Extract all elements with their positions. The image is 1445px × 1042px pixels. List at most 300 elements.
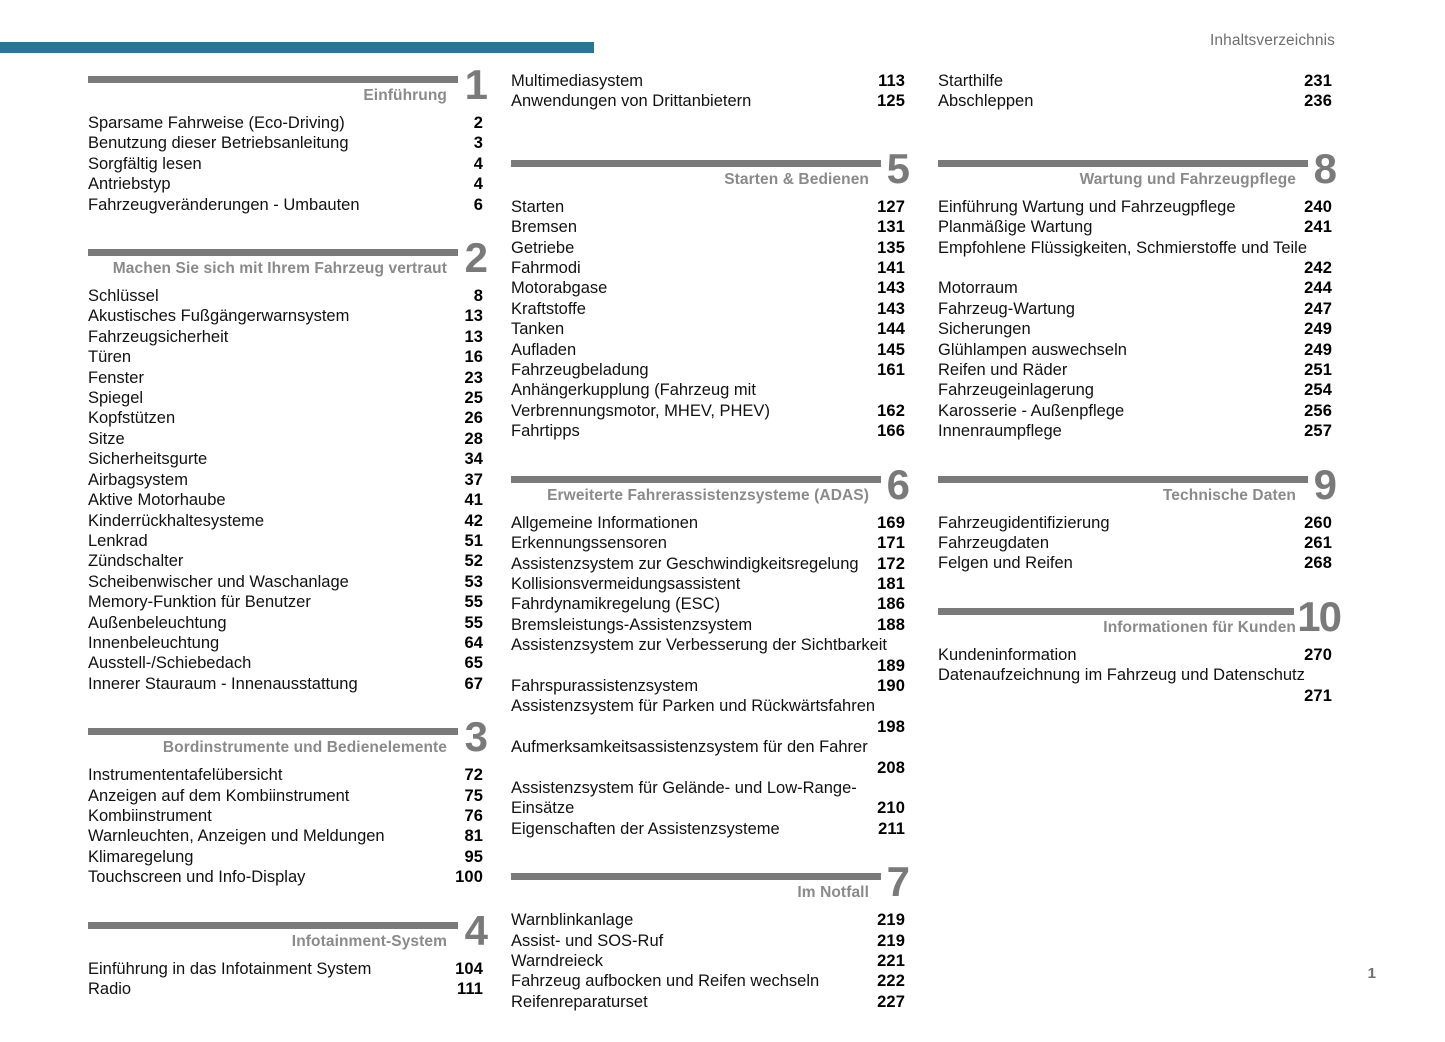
chapter-title: Erweiterte Fahrerassistenzsysteme (ADAS) [547, 486, 869, 504]
toc-entry-page-number: 141 [877, 259, 905, 278]
toc-entry-label: Innerer Stauraum - Innenausstattung [88, 674, 358, 693]
toc-entry-page-number: 249 [1304, 320, 1332, 339]
toc-entry[interactable] [88, 490, 483, 510]
chapter-rule [88, 728, 458, 735]
toc-entry[interactable] [88, 826, 483, 846]
toc-entry-label: Motorraum [938, 279, 1018, 298]
chapter-rule [511, 873, 881, 880]
toc-entry-page-number: 55 [464, 613, 483, 632]
chapter-number: 10 [1297, 592, 1340, 640]
toc-entry-label: Einführung in das Infotainment System [88, 959, 372, 978]
toc-entry[interactable] [88, 113, 483, 133]
toc-entry[interactable] [88, 286, 483, 306]
toc-entry-label: Kollisionsvermeidungsassistent [511, 574, 741, 593]
toc-entry[interactable] [511, 676, 905, 696]
toc-entry-label: Türen [88, 348, 132, 367]
toc-entry[interactable] [511, 737, 905, 778]
toc-entry[interactable] [511, 513, 905, 533]
toc-entry-label: Reifen und Räder [938, 361, 1068, 380]
toc-entry-page-number: 100 [455, 868, 483, 887]
toc-entry-label: Karosserie - Außenpflege [938, 401, 1125, 420]
chapter-entry-list [938, 197, 1332, 442]
toc-entry-label: Sparsame Fahrweise (Eco-Driving) [88, 114, 345, 132]
toc-entry[interactable] [938, 360, 1332, 380]
toc-entry[interactable] [938, 533, 1332, 553]
toc-column-3 [938, 72, 1340, 736]
toc-entry-label: Spiegel [88, 389, 144, 408]
chapter-rule [88, 922, 458, 929]
toc-entry-page-number: 144 [877, 320, 905, 339]
chapter-entry-list [511, 513, 905, 839]
toc-entry-label: Erkennungssensoren [511, 534, 667, 553]
toc-entry[interactable] [511, 615, 905, 635]
toc-entry-label: Akustisches Fußgängerwarnsystem [88, 307, 350, 326]
toc-entry-label: Bremsleistungs-Assistenzsystem [511, 615, 753, 634]
toc-entry-page-number: 219 [877, 931, 905, 950]
toc-entry[interactable] [938, 299, 1332, 319]
toc-entry[interactable] [88, 429, 483, 449]
toc-column-2 [511, 72, 909, 1042]
toc-entry-page-number: 76 [464, 806, 483, 825]
toc-entry-page-number: 210 [877, 799, 905, 818]
toc-entry[interactable] [511, 421, 905, 441]
toc-entry[interactable] [511, 819, 905, 839]
toc-entry-label: Scheibenwischer und Waschanlage [88, 572, 349, 591]
chapter-block [938, 71, 1332, 112]
toc-entry[interactable] [938, 238, 1332, 279]
toc-entry[interactable] [511, 696, 905, 737]
chapter-entry-list [88, 765, 483, 887]
toc-entry-page-number: 2 [473, 114, 483, 132]
toc-entry-label: Fahrzeugidentifizierung [938, 513, 1110, 532]
chapter-header [511, 144, 909, 198]
toc-entry[interactable] [511, 594, 905, 614]
toc-entry-page-number: 166 [877, 422, 905, 441]
toc-entry-page-number: 65 [464, 654, 483, 673]
toc-entry[interactable] [938, 421, 1332, 441]
toc-entry[interactable] [511, 360, 905, 380]
toc-entry-page-number: 271 [1304, 686, 1332, 705]
toc-entry-label: Fahrtipps [511, 422, 580, 441]
toc-entry[interactable] [938, 513, 1332, 533]
toc-entry-page-number: 189 [877, 656, 905, 675]
toc-entry[interactable] [88, 347, 483, 367]
toc-entry[interactable] [511, 778, 905, 819]
toc-entry[interactable] [88, 786, 483, 806]
toc-entry-page-number: 67 [464, 674, 483, 693]
toc-entry-label: Aufladen [511, 340, 577, 359]
toc-entry[interactable] [511, 319, 905, 339]
toc-entry-label: Fahrzeugveränderungen - Umbauten [88, 195, 360, 214]
toc-entry[interactable] [88, 572, 483, 592]
toc-entry[interactable] [511, 931, 905, 951]
toc-entry[interactable] [511, 992, 905, 1012]
toc-entry[interactable] [88, 327, 483, 347]
chapter-number: 5 [886, 144, 909, 192]
toc-entry[interactable] [88, 195, 483, 215]
toc-entry-label: Sicherheitsgurte [88, 450, 208, 469]
toc-entry-page-number: 75 [464, 786, 483, 805]
toc-entry-page-number: 169 [877, 513, 905, 532]
chapter-entry-list [88, 286, 483, 694]
toc-entry-page-number: 172 [877, 554, 905, 573]
chapter-number: 7 [886, 858, 909, 906]
toc-entry-label: Fahrzeugbeladung [511, 361, 649, 380]
toc-entry-page-number: 186 [877, 595, 905, 614]
chapter-block [938, 592, 1340, 706]
toc-entry-page-number: 241 [1304, 218, 1332, 237]
toc-entry[interactable] [938, 401, 1332, 421]
toc-entry[interactable] [938, 340, 1332, 360]
toc-entry-page-number: 242 [1304, 259, 1332, 278]
chapter-block [88, 234, 487, 694]
toc-entry[interactable] [938, 553, 1332, 573]
toc-entry-label: Fahrzeug-Wartung [938, 299, 1075, 318]
toc-entry[interactable] [938, 71, 1332, 91]
toc-entry-label: Airbagsystem [88, 470, 188, 489]
toc-entry[interactable] [88, 674, 483, 694]
toc-entry-label: Fahrspurassistenzsystem [511, 676, 699, 695]
toc-entry-page-number: 37 [464, 470, 483, 489]
toc-entry-page-number: 254 [1304, 381, 1332, 400]
toc-entry-label: Starthilfe [938, 72, 1004, 90]
chapter-number: 6 [886, 460, 909, 508]
toc-entry-label: Instrumententafelübersicht [88, 766, 283, 785]
toc-entry[interactable] [938, 645, 1332, 665]
toc-entry-page-number: 222 [877, 972, 905, 991]
toc-entry[interactable] [938, 665, 1332, 706]
toc-entry[interactable] [88, 551, 483, 571]
chapter-block [88, 61, 487, 215]
chapter-entry-list [511, 71, 905, 112]
chapter-rule [938, 160, 1308, 167]
toc-entry[interactable] [88, 306, 483, 326]
toc-entry-page-number: 131 [877, 218, 905, 237]
toc-entry-page-number: 181 [877, 574, 905, 593]
chapter-header [88, 906, 487, 960]
toc-entry-page-number: 64 [464, 633, 483, 652]
chapter-number: 3 [464, 713, 487, 761]
toc-column-1 [88, 61, 487, 1029]
chapter-entry-list [938, 71, 1332, 112]
toc-entry-label: Glühlampen auswechseln [938, 340, 1127, 359]
toc-entry-page-number: 42 [464, 511, 483, 530]
toc-entry[interactable] [511, 951, 905, 971]
toc-entry-page-number: 143 [877, 279, 905, 298]
toc-entry-label: Kopfstützen [88, 409, 176, 428]
chapter-rule [938, 608, 1294, 615]
toc-entry-page-number: 51 [464, 531, 483, 550]
toc-entry-page-number: 162 [877, 401, 905, 420]
toc-entry-page-number: 244 [1304, 279, 1332, 298]
toc-entry-page-number: 25 [464, 389, 483, 408]
chapter-title: Starten & Bedienen [724, 170, 869, 188]
toc-entry-label: Bremsen [511, 218, 578, 237]
toc-entry[interactable] [88, 449, 483, 469]
toc-entry-label: Sorgfältig lesen [88, 154, 202, 173]
toc-entry-page-number: 113 [878, 72, 905, 90]
toc-entry[interactable] [88, 806, 483, 826]
toc-entry-page-number: 13 [464, 307, 483, 326]
chapter-entry-list [511, 910, 905, 1012]
toc-entry[interactable] [511, 340, 905, 360]
toc-entry[interactable] [88, 470, 483, 490]
toc-entry[interactable] [938, 319, 1332, 339]
toc-entry-label: Kombiinstrument [88, 806, 212, 825]
toc-entry[interactable] [511, 217, 905, 237]
toc-entry-page-number: 211 [878, 819, 905, 838]
toc-entry[interactable] [511, 258, 905, 278]
chapter-number: 8 [1313, 144, 1336, 192]
toc-entry-label: Eigenschaften der Assistenzsysteme [511, 819, 780, 838]
toc-entry-label: Innenraumpflege [938, 422, 1062, 441]
toc-entry-label: Radio [88, 980, 132, 998]
toc-entry[interactable] [88, 368, 483, 388]
chapter-header [511, 858, 909, 911]
toc-entry-label: Felgen und Reifen [938, 554, 1073, 573]
toc-entry-label: Warnleuchten, Anzeigen und Meldungen [88, 827, 385, 846]
toc-entry-label: Memory-Funktion für Benutzer [88, 593, 311, 612]
toc-entry-page-number: 143 [877, 299, 905, 318]
toc-entry[interactable] [88, 174, 483, 194]
toc-entry[interactable] [511, 278, 905, 298]
toc-entry-page-number: 145 [877, 340, 905, 359]
page-header-title: Inhaltsverzeichnis [1210, 32, 1335, 49]
chapter-title: Infotainment-System [291, 932, 447, 950]
toc-entry-page-number: 52 [464, 552, 483, 571]
toc-entry-label: Kraftstoffe [511, 299, 586, 318]
toc-entry[interactable] [88, 959, 483, 979]
toc-entry-label: Ausstell-/Schiebedach [88, 654, 252, 673]
toc-entry-label: Schlüssel [88, 287, 159, 306]
toc-entry-page-number: 257 [1304, 422, 1332, 441]
chapter-rule [88, 249, 458, 256]
chapter-title: Technische Daten [1162, 486, 1296, 504]
toc-entry-label: Anhängerkupplung (Fahrzeug mit Verbrennungsmotor, MHEV, PHEV) [511, 381, 770, 420]
toc-entry[interactable] [511, 299, 905, 319]
toc-entry-label: Getriebe [511, 238, 575, 257]
toc-entry[interactable] [938, 380, 1332, 400]
chapter-title: Einführung [363, 87, 447, 104]
toc-entry-label: Fahrzeugeinlagerung [938, 381, 1094, 400]
header-accent-band [0, 42, 594, 53]
toc-entry[interactable] [88, 867, 483, 887]
chapter-entry-list [511, 197, 905, 442]
toc-entry-label: Allgemeine Informationen [511, 513, 699, 532]
toc-entry-label: Multimediasystem [511, 72, 644, 90]
toc-entry-page-number: 41 [464, 491, 483, 510]
toc-entry-label: Planmäßige Wartung [938, 218, 1093, 237]
chapter-block [88, 713, 487, 887]
toc-entry[interactable] [511, 238, 905, 258]
toc-entry-page-number: 125 [877, 92, 905, 111]
toc-entry-label: Assistenzsystem für Parken und Rückwärtsfahren [511, 697, 876, 716]
toc-entry[interactable] [88, 511, 483, 531]
chapter-number: 1 [464, 61, 487, 108]
toc-entry-label: Zündschalter [88, 552, 184, 571]
chapter-title: Im Notfall [797, 884, 869, 902]
toc-entry-page-number: 249 [1304, 340, 1332, 359]
toc-entry[interactable] [511, 971, 905, 991]
toc-entry[interactable] [88, 847, 483, 867]
toc-entry-page-number: 16 [464, 348, 483, 367]
toc-entry-label: Assistenzsystem zur Geschwindigkeitsregelung [511, 554, 859, 573]
chapter-title: Wartung und Fahrzeugpflege [1079, 170, 1296, 188]
toc-entry[interactable] [938, 217, 1332, 237]
toc-entry-page-number: 104 [455, 959, 483, 978]
toc-entry-label: Datenaufzeichnung im Fahrzeug und Datenschutz [938, 666, 1305, 685]
chapter-header [88, 713, 487, 766]
toc-entry-page-number: 95 [464, 847, 483, 866]
chapter-header [938, 592, 1340, 646]
toc-entry[interactable] [938, 197, 1332, 217]
toc-entry-page-number: 13 [464, 327, 483, 346]
chapter-rule [938, 476, 1308, 483]
chapter-block [938, 144, 1336, 442]
toc-entry-label: Außenbeleuchtung [88, 613, 227, 632]
toc-entry[interactable] [88, 613, 483, 633]
toc-entry-label: Warndreieck [511, 951, 603, 970]
toc-entry-page-number: 247 [1304, 299, 1332, 318]
toc-entry[interactable] [511, 71, 905, 91]
toc-entry-label: Sitze [88, 429, 125, 448]
chapter-header [88, 61, 487, 114]
toc-entry-label: Motorabgase [511, 279, 608, 298]
toc-entry[interactable] [88, 979, 483, 999]
toc-entry-page-number: 261 [1304, 534, 1332, 553]
toc-entry-label: Touchscreen und Info-Display [88, 868, 306, 887]
toc-entry-label: Einführung Wartung und Fahrzeugpflege [938, 197, 1236, 216]
toc-entry[interactable] [511, 533, 905, 553]
chapter-block [938, 460, 1336, 574]
toc-entry-label: Aufmerksamkeitsassistenzsystem für den Fahrer [511, 738, 868, 757]
toc-entry[interactable] [938, 278, 1332, 298]
chapter-title: Machen Sie sich mit Ihrem Fahrzeug vertraut [112, 260, 447, 278]
toc-entry-page-number: 231 [1304, 72, 1332, 90]
toc-entry-page-number: 34 [464, 450, 483, 469]
toc-entry-label: Fahrzeugdaten [938, 534, 1049, 553]
chapter-entry-list [88, 113, 483, 215]
toc-entry-page-number: 72 [464, 766, 483, 785]
toc-entry-page-number: 260 [1304, 513, 1332, 532]
chapter-block [88, 906, 487, 1000]
toc-entry-label: Aktive Motorhaube [88, 491, 226, 510]
toc-entry-label: Benutzung dieser Betriebsanleitung [88, 134, 349, 153]
toc-entry-page-number: 188 [877, 615, 905, 634]
toc-entry-page-number: 4 [473, 154, 483, 173]
toc-entry[interactable] [88, 653, 483, 673]
toc-entry-page-number: 256 [1304, 401, 1332, 420]
page-number-folio: 1 [1367, 965, 1376, 982]
toc-entry-label: Klimaregelung [88, 847, 194, 866]
toc-entry[interactable] [88, 133, 483, 153]
toc-entry-label: Innenbeleuchtung [88, 633, 220, 652]
toc-entry-page-number: 208 [877, 758, 905, 777]
toc-entry-page-number: 227 [877, 992, 905, 1011]
toc-entry-label: Anzeigen auf dem Kombiinstrument [88, 786, 350, 805]
toc-entry[interactable] [88, 154, 483, 174]
toc-entry-label: Starten [511, 197, 565, 216]
toc-entry-label: Fenster [88, 368, 144, 387]
chapter-header [511, 460, 909, 514]
toc-entry-page-number: 53 [464, 572, 483, 591]
toc-entry-label: Lenkrad [88, 531, 148, 550]
toc-entry[interactable] [511, 197, 905, 217]
toc-entry-page-number: 3 [473, 134, 483, 153]
toc-entry-label: Fahrdynamikregelung (ESC) [511, 595, 721, 614]
toc-entry-label: Assist- und SOS-Ruf [511, 931, 664, 950]
toc-entry[interactable] [88, 531, 483, 551]
toc-entry[interactable] [88, 765, 483, 785]
toc-entry-label: Abschleppen [938, 92, 1034, 111]
toc-entry-label: Fahrzeugsicherheit [88, 327, 229, 346]
toc-entry-page-number: 221 [877, 951, 905, 970]
toc-entry-page-number: 55 [464, 593, 483, 612]
toc-entry-page-number: 236 [1304, 92, 1332, 111]
chapter-block [511, 460, 909, 839]
chapter-title: Bordinstrumente und Bedienelemente [162, 739, 447, 757]
chapter-number: 2 [464, 234, 487, 282]
toc-entry-page-number: 81 [464, 827, 483, 846]
toc-entry-page-number: 161 [877, 361, 905, 380]
toc-entry-page-number: 198 [877, 717, 905, 736]
chapter-entry-list [938, 645, 1332, 706]
toc-entry-page-number: 171 [877, 534, 905, 553]
toc-entry[interactable] [511, 380, 905, 421]
toc-entry-page-number: 268 [1304, 554, 1332, 573]
toc-entry-label: Empfohlene Flüssigkeiten, Schmierstoffe und Teile [938, 238, 1308, 257]
chapter-number: 9 [1313, 460, 1336, 508]
toc-entry-page-number: 270 [1304, 645, 1332, 664]
chapter-block [511, 144, 909, 442]
toc-entry[interactable] [88, 592, 483, 612]
chapter-header [938, 144, 1336, 198]
toc-entry-label: Sicherungen [938, 320, 1031, 339]
toc-entry-page-number: 26 [464, 409, 483, 428]
toc-entry-label: Kundeninformation [938, 645, 1077, 664]
chapter-title: Informationen für Kunden [1103, 618, 1296, 636]
toc-entry-label: Tanken [511, 320, 565, 339]
toc-entry[interactable] [511, 574, 905, 594]
toc-entry-label: Kinderrückhaltesysteme [88, 511, 265, 530]
chapter-block [511, 858, 909, 1012]
toc-entry[interactable] [511, 554, 905, 574]
toc-entry-page-number: 6 [473, 195, 483, 214]
toc-entry[interactable] [511, 635, 905, 676]
toc-entry[interactable] [938, 91, 1332, 111]
toc-entry-page-number: 8 [473, 287, 483, 306]
toc-entry-page-number: 111 [456, 980, 483, 998]
toc-entry-label: Reifenreparaturset [511, 992, 648, 1011]
chapter-block [511, 71, 905, 112]
chapter-rule [511, 476, 881, 483]
toc-entry[interactable] [511, 910, 905, 930]
toc-entry[interactable] [88, 408, 483, 428]
toc-entry[interactable] [511, 91, 905, 111]
toc-entry-label: Assistenzsystem zur Verbesserung der Sichtbarkeit [511, 636, 887, 655]
chapter-rule [88, 76, 458, 83]
toc-entry-label: Anwendungen von Drittanbietern [511, 92, 752, 111]
toc-entry-page-number: 240 [1304, 197, 1332, 216]
toc-entry-label: Antriebstyp [88, 175, 171, 194]
toc-entry-page-number: 251 [1304, 361, 1332, 380]
toc-entry-label: Warnblinkanlage [511, 911, 634, 930]
toc-entry[interactable] [88, 388, 483, 408]
toc-entry[interactable] [88, 633, 483, 653]
toc-entry-page-number: 4 [473, 175, 483, 194]
chapter-entry-list [938, 513, 1332, 574]
toc-entry-page-number: 219 [877, 911, 905, 930]
